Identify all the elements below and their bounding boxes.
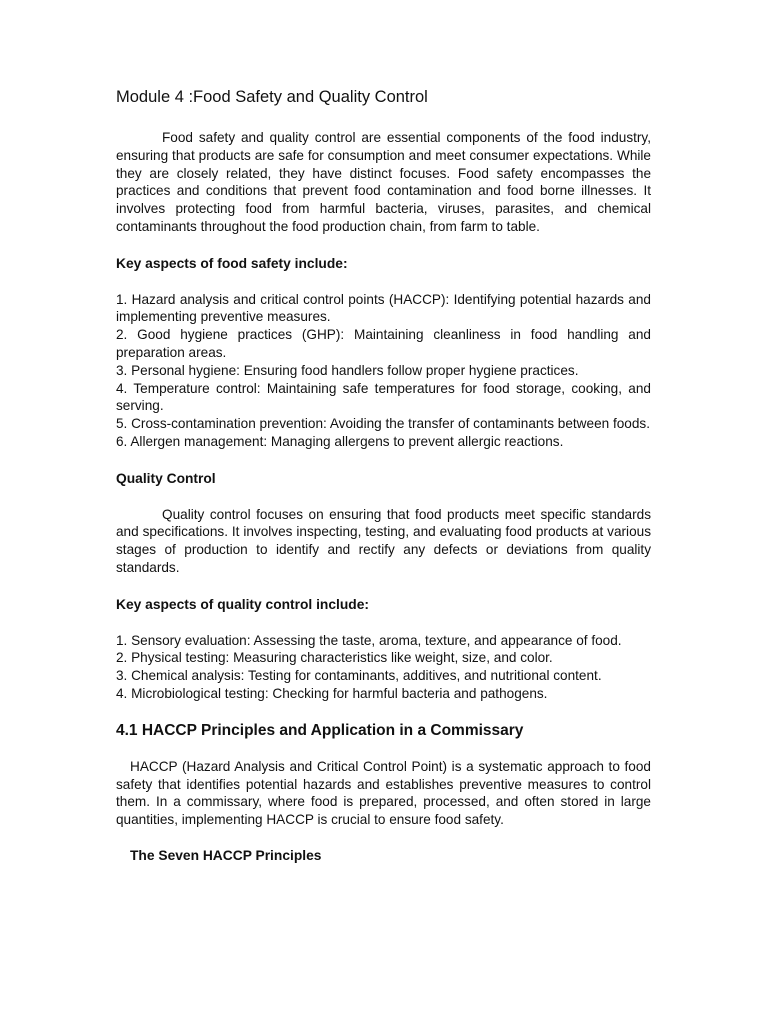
quality-control-list	[116, 632, 651, 703]
principles-heading: The Seven HACCP Principles	[130, 847, 322, 863]
list-item: 3. Personal hygiene: Ensuring food handlers follow proper hygiene practices.	[116, 362, 579, 378]
list-item: 4. Microbiological testing: Checking for harmful bacteria and pathogens.	[116, 685, 548, 701]
haccp-paragraph: HACCP (Hazard Analysis and Critical Control Point) is a systematic approach to food safety that identifies potential hazards and establishes preventive measures to control them. In a commissary, where food is prepared, processed, and often stored in large quantities, implementing HACCP is crucial to ensure food safety.	[116, 758, 651, 828]
section-title: 4.1 HACCP Principles and Application in a Commissary	[116, 721, 524, 739]
list-item: 4. Temperature control: Maintaining safe temperatures for food storage, cooking, and serving.	[116, 380, 651, 414]
list-item: 1. Sensory evaluation: Assessing the taste, aroma, texture, and appearance of food.	[116, 632, 622, 648]
food-safety-list	[116, 291, 651, 451]
list-item: 2. Physical testing: Measuring characteristics like weight, size, and color.	[116, 650, 553, 666]
module-title: Module 4 :Food Safety and Quality Control	[116, 88, 428, 106]
intro-paragraph: Food safety and quality control are essential components of the food industry, ensuring that products are safe for consumption and meet consumer expectations. While they are closely related, they have distinct focuses. Food safety encompasses the practices and conditions that prevent food contamination and food borne illnesses. It involves protecting food from harmful bacteria, viruses, parasites, and chemical contaminants throughout the food production chain, from farm to table.	[116, 130, 651, 234]
document-content	[116, 86, 651, 865]
list-item: 5. Cross-contamination prevention: Avoiding the transfer of contaminants between foods.	[116, 416, 650, 432]
list-item: 1. Hazard analysis and critical control points (HACCP): Identifying potential hazards and implementing preventive measures.	[116, 291, 651, 325]
list-item: 3. Chemical analysis: Testing for contaminants, additives, and nutritional content.	[116, 668, 602, 684]
quality-control-heading: Quality Control	[116, 470, 216, 486]
quality-control-items-heading: Key aspects of quality control include:	[116, 596, 369, 612]
list-item: 6. Allergen management: Managing allergens to prevent allergic reactions.	[116, 433, 564, 449]
food-safety-heading: Key aspects of food safety include:	[116, 255, 348, 271]
quality-control-paragraph: Quality control focuses on ensuring that food products meet specific standards and specifications. It involves inspecting, testing, and evaluating food products at various stages of production to identify and rectify any defects or deviations from quality standards.	[116, 506, 651, 575]
list-item: 2. Good hygiene practices (GHP): Maintaining cleanliness in food handling and preparation areas.	[116, 327, 651, 360]
